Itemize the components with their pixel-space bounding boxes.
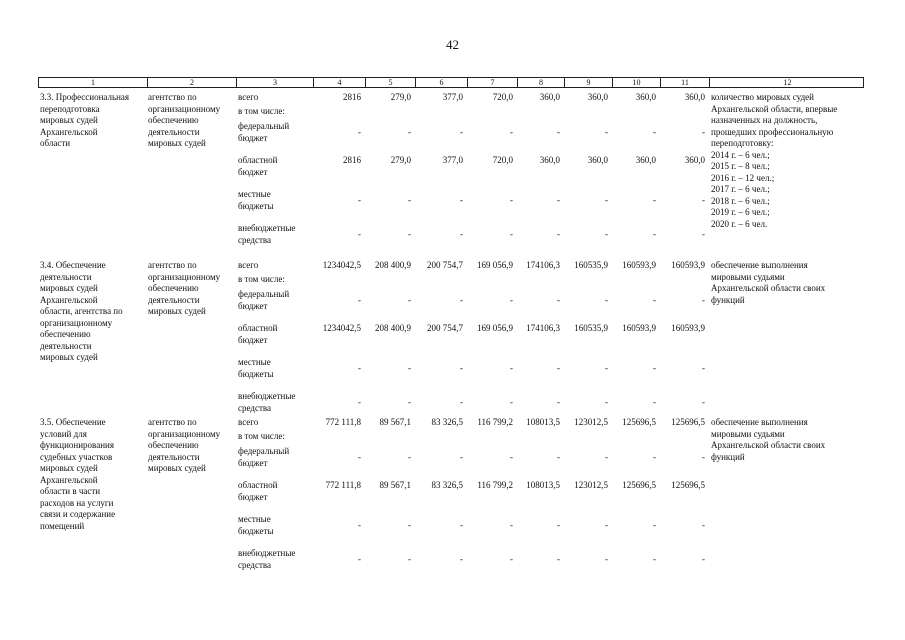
value-cell: - (557, 195, 560, 205)
source-label: местные бюджеты (238, 514, 274, 536)
row-executor: агентство по организационному обеспечению деятельности мировых судей (148, 417, 221, 473)
value-cell: - (460, 229, 463, 239)
value-cell: 160535,9 (574, 323, 608, 333)
value-cell: - (605, 195, 608, 205)
value-cell: 89 567,1 (379, 417, 411, 427)
value-cell: - (702, 397, 705, 407)
value-cell: - (557, 229, 560, 239)
value-cell: 160593,9 (622, 260, 656, 270)
source-label: областной бюджет (238, 155, 278, 177)
value-cell: 83 326,5 (431, 417, 463, 427)
source-label: в том числе: (238, 431, 285, 441)
value-cell: - (653, 295, 656, 305)
value-cell: - (557, 554, 560, 564)
value-cell: - (557, 397, 560, 407)
header-cell-4: 4 (313, 78, 365, 88)
source-label: в том числе: (238, 106, 285, 116)
value-cell: - (408, 520, 411, 530)
source-label: местные бюджеты (238, 189, 274, 211)
value-cell: - (653, 554, 656, 564)
value-cell: - (653, 195, 656, 205)
value-cell: 108013,5 (526, 417, 560, 427)
value-cell: - (460, 520, 463, 530)
source-label: федеральный бюджет (238, 446, 290, 468)
value-cell: - (460, 127, 463, 137)
value-cell: 160593,9 (622, 323, 656, 333)
value-cell: - (510, 295, 513, 305)
value-cell: - (702, 229, 705, 239)
value-cell: - (557, 295, 560, 305)
value-cell: - (702, 295, 705, 305)
header-cell-7: 7 (467, 78, 517, 88)
value-cell: 116 799,2 (477, 417, 513, 427)
value-cell: - (460, 295, 463, 305)
value-cell: 174106,3 (526, 323, 560, 333)
value-cell: - (510, 397, 513, 407)
value-cell: 160535,9 (574, 260, 608, 270)
value-cell: 360,0 (635, 92, 656, 102)
row-name: 3.4. Обеспечение деятельности мировых судей Архангельской области, агентства по организационному обеспечению деятельности мировых судей (40, 260, 123, 362)
value-cell: - (653, 127, 656, 137)
row-name: 3.5. Обеспечение условий для функционирования судебных участков мировых судей Архангельской области в части расходов на услуги связи и содержание помещений (40, 417, 116, 531)
header-cell-9: 9 (564, 78, 612, 88)
value-cell: 125696,5 (622, 480, 656, 490)
header-cell-11: 11 (660, 78, 709, 88)
value-cell: - (510, 127, 513, 137)
value-cell: 360,0 (635, 155, 656, 165)
value-cell: - (358, 195, 361, 205)
value-cell: - (557, 520, 560, 530)
page-number: 42 (446, 37, 459, 52)
value-cell: - (408, 397, 411, 407)
value-cell: - (605, 520, 608, 530)
source-label: областной бюджет (238, 323, 278, 345)
value-cell: - (653, 229, 656, 239)
value-cell: - (557, 127, 560, 137)
value-cell: 772 111,8 (325, 417, 361, 427)
value-cell: - (358, 363, 361, 373)
value-cell: - (460, 452, 463, 462)
source-label: местные бюджеты (238, 357, 274, 379)
value-cell: - (557, 363, 560, 373)
value-cell: 125696,5 (671, 417, 705, 427)
value-cell: - (408, 452, 411, 462)
value-cell: - (510, 452, 513, 462)
value-cell: 279,0 (390, 92, 411, 102)
value-cell: 772 111,8 (325, 480, 361, 490)
source-label: всего (238, 417, 259, 427)
value-cell: - (605, 363, 608, 373)
header-cell-2: 2 (147, 78, 236, 88)
header-cell-3: 3 (236, 78, 313, 88)
row-result: количество мировых судей Архангельской области, впервые назначенных на должность, прошедших профессиональную переподготовку: 2014 г. – 6 чел.; 2015 г. – 8 чел.; 2016 г. – 12 чел.; 2017 г. – 6 чел.; 2018 г. – 6 чел.; 2019 г. – 6 чел.; 2020 г. – 6 чел. (711, 92, 838, 229)
value-cell: - (358, 397, 361, 407)
value-cell: - (358, 295, 361, 305)
value-cell: 208 400,9 (375, 260, 411, 270)
source-label: федеральный бюджет (238, 289, 290, 311)
value-cell: 160593,9 (671, 323, 705, 333)
value-cell: - (460, 195, 463, 205)
header-cell-8: 8 (517, 78, 564, 88)
source-label: всего (238, 260, 259, 270)
value-cell: 1234042,5 (322, 260, 361, 270)
header-cell-12: 12 (709, 78, 865, 88)
value-cell: 720,0 (492, 155, 513, 165)
source-label: внебюджетные средства (238, 223, 296, 245)
row-name: 3.3. Профессиональная переподготовка мировых судей Архангельской области (40, 92, 130, 148)
value-cell: 208 400,9 (375, 323, 411, 333)
value-cell: - (702, 554, 705, 564)
value-cell: - (408, 295, 411, 305)
value-cell: 108013,5 (526, 480, 560, 490)
source-label: всего (238, 92, 259, 102)
value-cell: - (510, 363, 513, 373)
value-cell: - (358, 127, 361, 137)
value-cell: - (702, 363, 705, 373)
value-cell: - (605, 295, 608, 305)
value-cell: - (408, 195, 411, 205)
source-label: внебюджетные средства (238, 548, 296, 570)
value-cell: - (408, 554, 411, 564)
header-cell-5: 5 (365, 78, 415, 88)
value-cell: - (358, 554, 361, 564)
header-cell-1: 1 (91, 78, 95, 87)
value-cell: - (653, 452, 656, 462)
value-cell: 360,0 (539, 92, 560, 102)
value-cell: - (510, 229, 513, 239)
value-cell: - (510, 520, 513, 530)
value-cell: 360,0 (684, 155, 705, 165)
value-cell: - (408, 363, 411, 373)
value-cell: - (653, 363, 656, 373)
column-number-header (38, 77, 864, 88)
value-cell: - (408, 229, 411, 239)
value-cell: 169 056,9 (477, 260, 513, 270)
value-cell: 360,0 (684, 92, 705, 102)
row-result: обеспечение выполнения мировыми судьями Архангельской области своих функций (711, 260, 826, 305)
value-cell: - (653, 520, 656, 530)
value-cell: - (557, 452, 560, 462)
value-cell: 1234042,5 (322, 323, 361, 333)
value-cell: 200 754,7 (427, 260, 463, 270)
value-cell: - (653, 397, 656, 407)
value-cell: 360,0 (539, 155, 560, 165)
header-cell-10: 10 (612, 78, 660, 88)
value-cell: 174106,3 (526, 260, 560, 270)
value-cell: - (510, 554, 513, 564)
header-cell-6: 6 (415, 78, 467, 88)
value-cell: 169 056,9 (477, 323, 513, 333)
value-cell: 123012,5 (574, 480, 608, 490)
value-cell: - (460, 363, 463, 373)
value-cell: 125696,5 (671, 480, 705, 490)
value-cell: - (605, 554, 608, 564)
value-cell: - (358, 229, 361, 239)
value-cell: 160593,9 (671, 260, 705, 270)
value-cell: - (358, 520, 361, 530)
value-cell: - (702, 452, 705, 462)
source-label: внебюджетные средства (238, 391, 296, 413)
value-cell: 377,0 (442, 92, 463, 102)
row-result: обеспечение выполнения мировыми судьями Архангельской области своих функций (711, 417, 826, 462)
value-cell: - (605, 397, 608, 407)
value-cell: 2816 (343, 92, 361, 102)
value-cell: 116 799,2 (477, 480, 513, 490)
value-cell: 360,0 (587, 155, 608, 165)
row-executor: агентство по организационному обеспечению деятельности мировых судей (148, 260, 221, 316)
source-label: в том числе: (238, 274, 285, 284)
value-cell: - (605, 452, 608, 462)
value-cell: - (460, 397, 463, 407)
value-cell: 125696,5 (622, 417, 656, 427)
value-cell: - (358, 452, 361, 462)
value-cell: - (605, 229, 608, 239)
source-label: федеральный бюджет (238, 121, 290, 143)
value-cell: 89 567,1 (379, 480, 411, 490)
value-cell: - (702, 520, 705, 530)
value-cell: 377,0 (442, 155, 463, 165)
value-cell: - (702, 127, 705, 137)
value-cell: 2816 (343, 155, 361, 165)
source-label: областной бюджет (238, 480, 278, 502)
value-cell: 123012,5 (574, 417, 608, 427)
value-cell: - (460, 554, 463, 564)
value-cell: - (408, 127, 411, 137)
value-cell: - (510, 195, 513, 205)
value-cell: - (605, 127, 608, 137)
value-cell: 720,0 (492, 92, 513, 102)
value-cell: - (702, 195, 705, 205)
value-cell: 360,0 (587, 92, 608, 102)
value-cell: 279,0 (390, 155, 411, 165)
value-cell: 200 754,7 (427, 323, 463, 333)
value-cell: 83 326,5 (431, 480, 463, 490)
row-executor: агентство по организационному обеспечению деятельности мировых судей (148, 92, 221, 148)
